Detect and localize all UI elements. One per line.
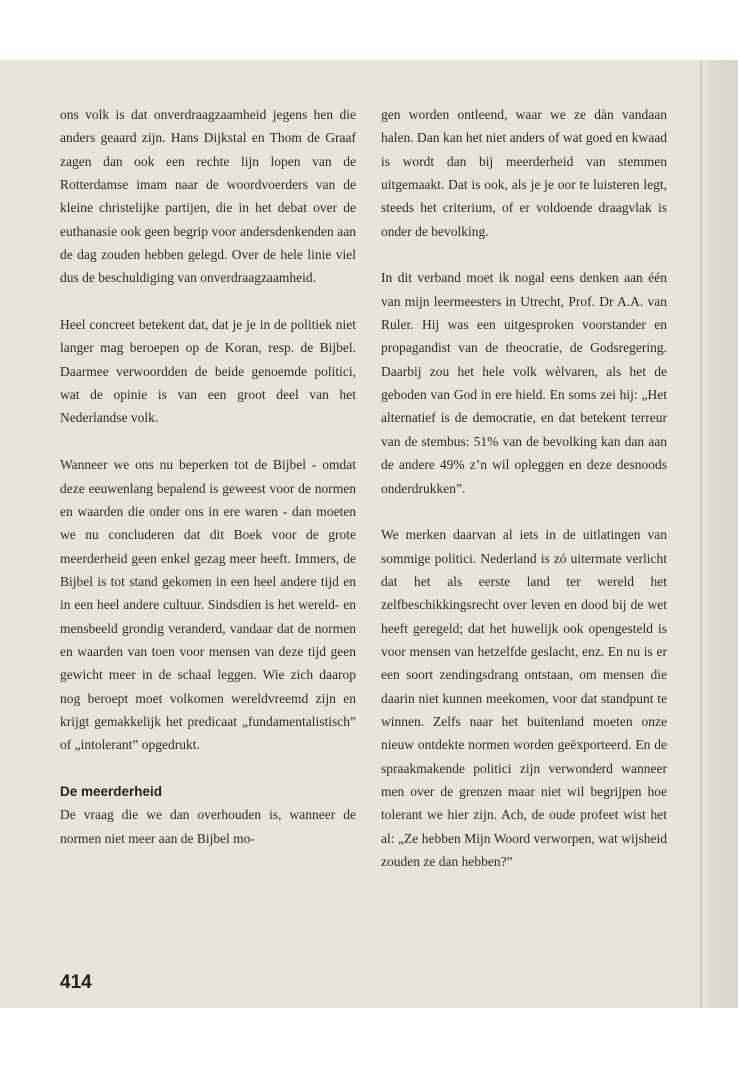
left-column (60, 103, 356, 850)
left-paragraph-2: Heel concreet betekent dat, dat je je in de politiek niet langer mag beroepen op de Koran, resp. de Bijbel. Daarmee verwoordden de beide genoemde politici, wat de opinie is van een groot deel van het Nederlandse volk. (60, 317, 356, 426)
book-page-edge (700, 60, 738, 1008)
right-paragraph-2: In dit verband moet ik nogal eens denken aan één van mijn leermeesters in Utrecht, Prof. Dr A.A. van Ruler. Hij was een uitgesproken voorstander en propagandist van de theocratie, de Godsregering. Daarbij zou het hele volk wèlvaren, als het de geboden van God in ere hield. En soms zei hij: „Het alternatief is de democratie, en dat betekent terreur van de stembus: 51% van de bevolking kan dan aan de andere 49% z’n wil opleggen en deze desnoods onderdrukken”. (381, 270, 667, 496)
left-paragraph-3: Wanneer we ons nu beperken tot de Bijbel - omdat deze eeuwenlang bepalend is geweest voor de normen en waarden die onder ons in ere waren - dan moeten we nu concluderen dat dit Boek voor de grote meerderheid geen enkel gezag meer heeft. Immers, de Bijbel is tot stand gekomen in een heel andere tijd en in een heel andere cultuur. Sindsdien is het wereld- en mensbeeld grondig veranderd, vandaar dat de normen en waarden van toen voor mensen van deze tijd geen gewicht meer in de schaal leggen. Wie zich daarop nog beroept moet volkomen wereldvreemd zijn en krijgt gemakkelijk het predicaat „fundamentalistisch” of „intolerant” opgedrukt. (60, 457, 356, 753)
left-paragraph-1: ons volk is dat onverdraagzaamheid jegens hen die anders geaard zijn. Hans Dijkstal en Thom de Graaf zagen dan ook een rechte lijn lopen van de Rotterdamse imam naar de woordvoerders van de kleine christelijke partijen, die in het debat over de euthanasie ook geen begrip voor andersdenkenden aan de dag zouden hebben gelegd. Over de hele linie viel dus de beschuldiging van onverdraagzaamheid. (60, 107, 356, 286)
left-paragraph-4: De vraag die we dan overhouden is, wanneer de normen niet meer aan de Bijbel mo- (60, 807, 356, 846)
page-number: 414 (60, 972, 92, 993)
right-paragraph-1: gen worden ontleend, waar we ze dàn vandaan halen. Dan kan het niet anders of wat goed en kwaad is wordt dan bij meerderheid van stemmen uitgemaakt. Dat is ook, als je je oor te luisteren legt, steeds het criterium, of er voldoende draagvlak is onder de bevolking. (381, 107, 667, 239)
section-heading: De meerderheid (60, 783, 163, 799)
book-page (0, 60, 704, 1008)
right-paragraph-3: We merken daarvan al iets in de uitlatingen van sommige politici. Nederland is zó uitermate verlicht dat het als eerste land ter wereld het zelfbeschikkingsrecht over leven en dood bij de wet heeft geregeld; dat het huwelijk ook opengesteld is voor mensen van hetzelfde geslacht, enz. En nu is er een soort zendingsdrang ontstaan, om mensen die daarin niet kunnen meekomen, voor dat standpunt te winnen. Zelfs naar het buitenland moeten onze nieuw ontdekte normen worden geëxporteerd. En de spraakmakende politici zijn verwonderd wanneer men over de grenzen maar niet wil begrijpen hoe tolerant we hier zijn. Ach, de oude profeet wist het al: „Ze hebben Mijn Woord verworpen, wat wijsheid zouden ze dan hebben?” (381, 527, 667, 869)
right-column (381, 103, 667, 873)
